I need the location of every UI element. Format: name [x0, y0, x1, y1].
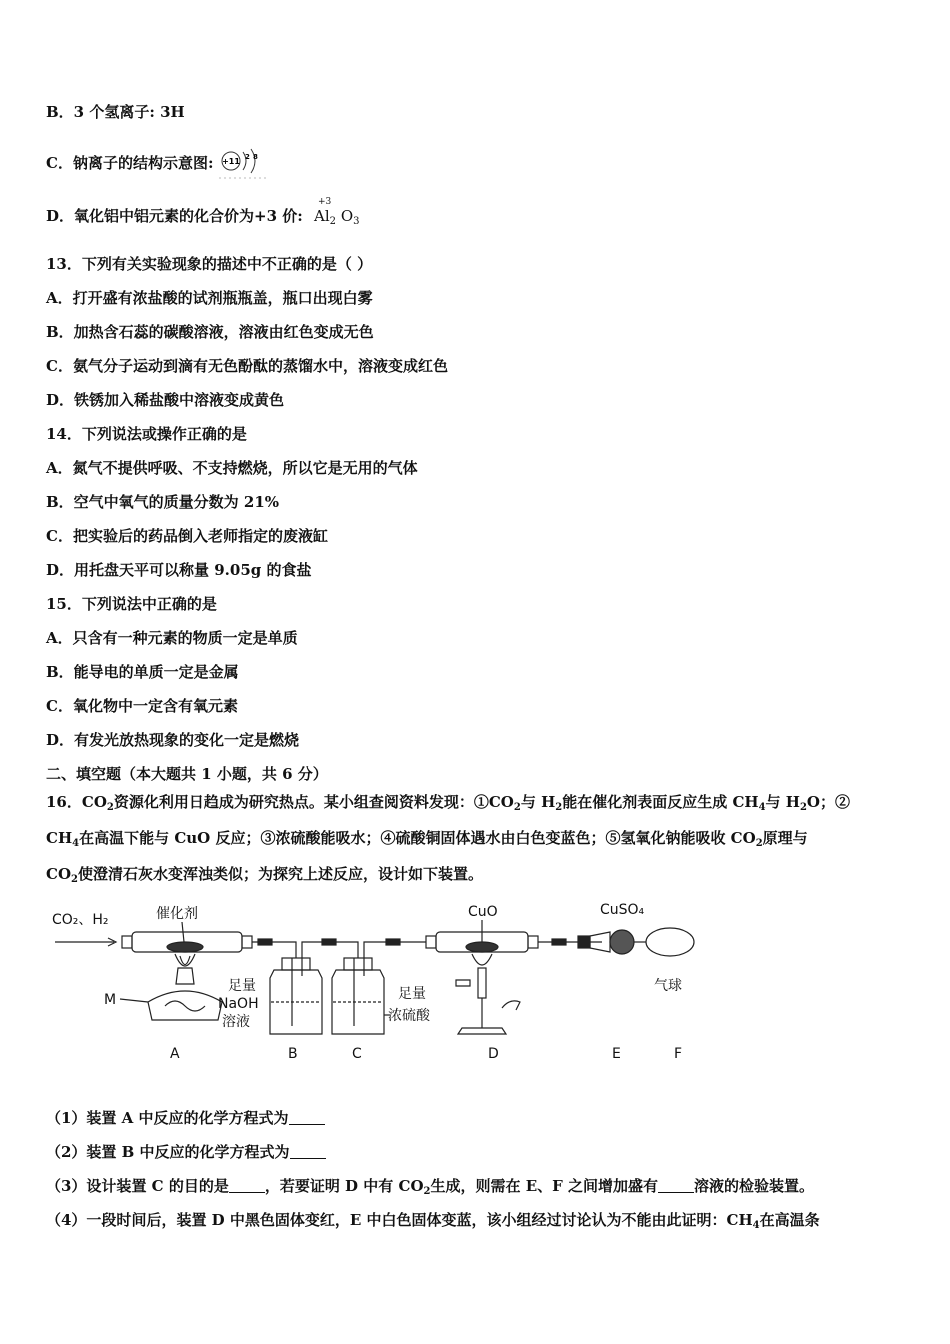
bottle-b-stopper	[282, 958, 310, 970]
q16-part-1	[46, 1108, 325, 1128]
cuso4-label: CuSO₄	[600, 902, 645, 918]
tube-a-stopper-left	[122, 936, 132, 948]
sub-4: 4	[752, 1220, 760, 1231]
sub-2: 2	[755, 838, 763, 849]
q14-option-b: B．空气中氧气的质量分数为 21%	[46, 493, 280, 511]
sub-2: 2	[71, 874, 78, 885]
formula-sub-1: 2	[329, 216, 337, 227]
q15-option-b: B．能导电的单质一定是金属	[46, 663, 239, 681]
q16-part-3	[46, 1176, 814, 1202]
acid-label-1: 足量	[398, 986, 426, 1002]
q16-l1b: 资源化利用日趋成为研究热点。某小组查阅资料发现：①CO	[113, 793, 514, 811]
label-a: A	[170, 1046, 180, 1062]
q13-option-d: D．铁锈加入稀盐酸中溶液变成黄色	[46, 391, 285, 409]
q16-p3c: 生成，则需在 E、F 之间增加盛有	[430, 1177, 659, 1195]
gas-inlet-label: CO₂、H₂	[52, 912, 109, 928]
tube-a-stopper-right	[242, 936, 252, 948]
flame-a	[175, 954, 195, 966]
q14-option-a: A．氮气不提供呼吸、不支持燃烧，所以它是无用的气体	[46, 459, 418, 477]
q16-line-1	[46, 792, 850, 818]
q16-l3b: 使澄清石灰水变浑浊类似；为探究上述反应，设计如下装置。	[77, 865, 483, 883]
joint-a-b	[258, 939, 272, 945]
q13-option-a: A．打开盛有浓盐酸的试剂瓶瓶盖，瓶口出现白雾	[46, 289, 373, 307]
q16-line-2	[46, 828, 808, 854]
ion-shell-2: 8	[252, 153, 258, 161]
q16-l1e: 与 H	[765, 793, 800, 811]
balloon-f	[646, 928, 694, 956]
q16-part-2	[46, 1142, 326, 1162]
q16-p2-text: （2）装置 B 中反应的化学方程式为	[46, 1143, 290, 1161]
sodium-ion-diagram	[219, 147, 271, 181]
q15-stem: 15．下列说法中正确的是	[46, 595, 217, 613]
sub-4: 4	[758, 802, 766, 813]
label-d: D	[488, 1046, 499, 1062]
m-pointer	[120, 999, 148, 1002]
sub-2: 2	[106, 802, 114, 813]
q16-p3a: （3）设计装置 C 的目的是	[46, 1177, 229, 1195]
sub-4: 4	[72, 838, 80, 849]
q16-p4a: （4）一段时间后，装置 D 中黑色固体变红，E 中白色固体变蓝，该小组经过讨论认为不能由此证明：CH	[46, 1211, 753, 1229]
tube-d-stopper-left	[426, 936, 436, 948]
q16-l2b: 在高温下能与 CuO 反应；③浓硫酸能吸水；④硫酸铜固体遇水由白色变蓝色；⑤氢氧化钠能吸收 CO	[79, 829, 756, 847]
q16-p3d: 溶液的检验装置。	[694, 1177, 815, 1195]
sub-2: 2	[513, 802, 521, 813]
naoh-label-2: NaOH	[218, 996, 259, 1012]
sub-2: 2	[799, 802, 807, 813]
formula-o: O	[340, 207, 354, 225]
q16-l3a: CO	[46, 865, 72, 883]
q16-l1d: 能在催化剂表面反应生成 CH	[562, 793, 759, 811]
flame-d	[472, 954, 492, 965]
q16-line-3	[46, 864, 483, 890]
naoh-label-1: 足量	[228, 978, 256, 994]
tube-d-stopper-right	[528, 936, 538, 948]
answer-blank[interactable]	[289, 1110, 325, 1125]
formula-al: Al	[314, 207, 330, 225]
q12-option-c-text: C．钠离子的结构示意图:	[46, 154, 214, 172]
burner-d-tube	[478, 968, 486, 998]
label-f: F	[674, 1046, 683, 1062]
q16-part-4	[46, 1210, 820, 1236]
q12-option-c	[46, 147, 271, 181]
q14-option-c: C．把实验后的药品倒入老师指定的废液缸	[46, 527, 328, 545]
label-e: E	[612, 1046, 621, 1062]
q15-option-a: A．只含有一种元素的物质一定是单质	[46, 629, 298, 647]
joint-d-e	[552, 939, 566, 945]
q13-stem: 13．下列有关实验现象的描述中不正确的是（ ）	[46, 255, 373, 273]
catalyst-label: 催化剂	[156, 906, 198, 922]
balloon-label: 气球	[654, 978, 682, 994]
burner-d-valve	[456, 980, 470, 986]
q16-l2a: CH	[46, 829, 73, 847]
lamp-wick-a	[176, 968, 194, 984]
naoh-label-3: 溶液	[222, 1014, 250, 1030]
cuo-powder	[466, 942, 498, 952]
burner-d-base	[458, 1028, 506, 1034]
q14-option-d: D．用托盘天平可以称量 9.05g 的食盐	[46, 561, 312, 579]
sub-2: 2	[555, 802, 563, 813]
q12-option-b: B．3 个氢离子: 3H	[46, 103, 185, 121]
q14-stem: 14．下列说法或操作正确的是	[46, 425, 247, 443]
q16-l1c: 与 H	[520, 793, 556, 811]
q16-p1-text: （1）装置 A 中反应的化学方程式为	[46, 1109, 289, 1127]
label-b: B	[288, 1046, 298, 1062]
q16-l1f: O；②	[806, 793, 850, 811]
answer-blank[interactable]	[290, 1144, 326, 1159]
q16-l2c: 原理与	[762, 829, 808, 847]
q13-option-c: C．氨气分子运动到滴有无色酚酞的蒸馏水中，溶液变成红色	[46, 357, 448, 375]
q16-p4b: 在高温条	[759, 1211, 820, 1229]
label-m: M	[104, 992, 117, 1008]
dryer-e-bulb	[610, 930, 634, 954]
q15-option-d: D．有发光放热现象的变化一定是燃烧	[46, 731, 300, 749]
burner-d-handle	[502, 1001, 520, 1010]
catalyst-powder	[167, 942, 203, 952]
acid-label-2: 浓硫酸	[388, 1008, 430, 1024]
q12-option-d	[46, 197, 360, 232]
ion-nucleus: +11	[221, 157, 240, 166]
answer-blank[interactable]	[658, 1178, 694, 1193]
bottle-c-stopper	[344, 958, 372, 970]
q16-l1a: 16．CO	[46, 793, 107, 811]
formula-sub-2: 3	[353, 216, 360, 227]
section-heading: 二、填空题（本大题共 1 小题，共 6 分）	[46, 765, 328, 783]
experiment-apparatus-diagram	[50, 898, 710, 1066]
joint-e-left	[578, 936, 590, 948]
q13-option-b: B．加热含石蕊的碳酸溶液，溶液由红色变成无色	[46, 323, 374, 341]
joint-c-d	[386, 939, 400, 945]
ion-shell-1: 2	[244, 153, 250, 161]
lamp-coil	[165, 1001, 205, 1011]
q12-option-d-text: D．氧化铝中铝元素的化合价为+3 价:	[46, 207, 303, 225]
label-c: C	[352, 1046, 362, 1062]
cuo-label: CuO	[468, 904, 498, 920]
sub-2: 2	[423, 1186, 431, 1197]
q15-option-c: C．氧化物中一定含有氧元素	[46, 697, 238, 715]
q16-p3b: ，若要证明 D 中有 CO	[264, 1177, 424, 1195]
valence-mark: +3	[318, 197, 332, 207]
alumina-formula	[314, 197, 360, 232]
answer-blank[interactable]	[229, 1178, 265, 1193]
joint-b-c	[322, 939, 336, 945]
